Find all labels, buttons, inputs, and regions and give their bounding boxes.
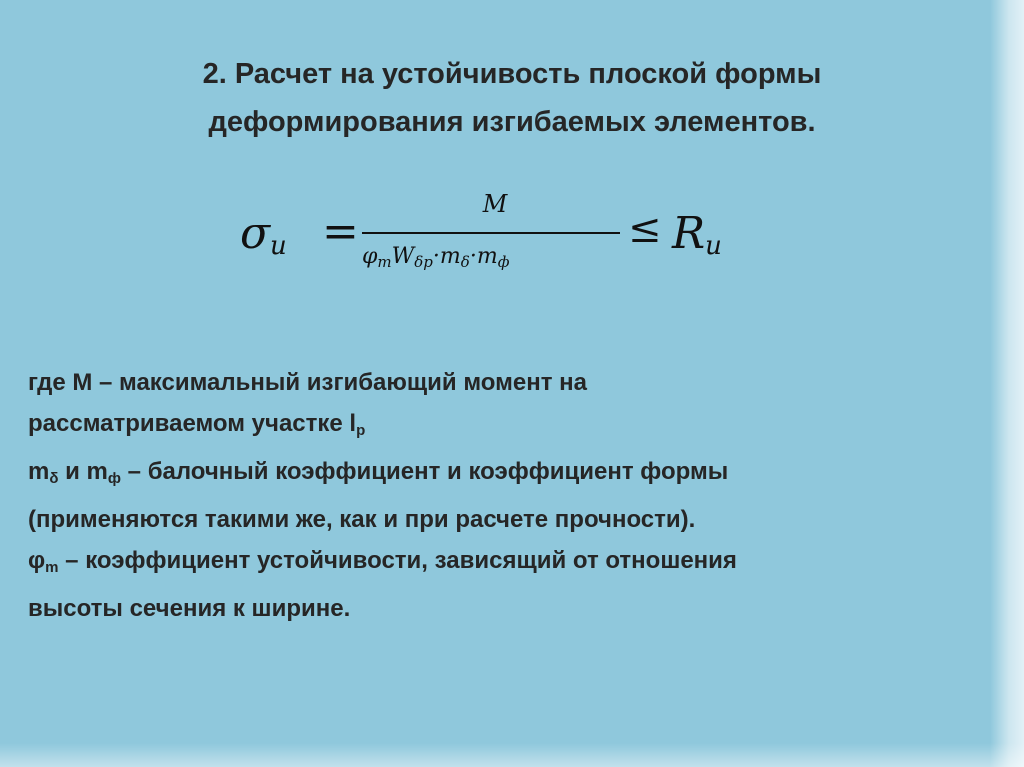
den-w: W xyxy=(391,244,415,269)
den-phi-sub: m xyxy=(377,253,392,271)
phi-m: φ xyxy=(28,547,46,574)
den-m-delta-sub: δ xyxy=(460,253,470,271)
body-line-3 xyxy=(28,451,988,499)
den-dot-2: · xyxy=(469,244,477,269)
den-w-sub: δp xyxy=(414,253,433,271)
stability-formula xyxy=(240,188,760,298)
r-subscript: u xyxy=(705,231,722,261)
title-line-2: деформирования изгибаемых элементов. xyxy=(208,106,816,138)
body-line-1: где М – максимальный изгибающий момент на xyxy=(28,369,587,396)
formula-denominator xyxy=(362,244,620,271)
den-m-f: m xyxy=(476,244,498,269)
den-m-f-sub: ф xyxy=(497,253,510,271)
body-line-3-text: – балочный коэффициент и коэффициент формы xyxy=(121,458,729,485)
sigma-subscript: u xyxy=(270,231,287,261)
formula-equals: = xyxy=(322,206,359,257)
den-dot-1: · xyxy=(432,244,440,269)
m-delta-sub: δ xyxy=(49,470,59,487)
fraction-bar xyxy=(362,232,620,234)
phi-m-sub: m xyxy=(45,559,59,576)
body-line-4: (применяются такими же, как и при расчете прочности). xyxy=(28,506,696,533)
r-symbol: R xyxy=(672,208,706,259)
explanation-text xyxy=(28,362,988,629)
sigma-symbol: σ xyxy=(240,208,271,259)
formula-rhs xyxy=(672,208,722,261)
formula-less-equal: ≤ xyxy=(628,206,662,252)
body-line-5 xyxy=(28,540,988,588)
page-curl-bottom xyxy=(0,743,1024,767)
lp-subscript: р xyxy=(356,422,366,439)
m-delta: m xyxy=(28,458,50,485)
den-phi: φ xyxy=(362,244,378,269)
m-f-sub: ф xyxy=(107,470,122,487)
and-m-f: и m xyxy=(58,458,108,485)
den-m-delta: m xyxy=(439,244,461,269)
formula-lhs xyxy=(240,208,287,261)
body-line-5-text: – коэффициент устойчивости, зависящий от отношения xyxy=(58,547,737,574)
formula-numerator: M xyxy=(482,190,508,218)
body-line-2 xyxy=(28,403,988,451)
body-line-6: высоты сечения к ширине. xyxy=(28,595,351,622)
slide-title xyxy=(0,50,1024,146)
body-line-2-text: рассматриваемом участке l xyxy=(28,410,357,437)
title-line-1: 2. Расчет на устойчивость плоской формы xyxy=(202,58,822,90)
